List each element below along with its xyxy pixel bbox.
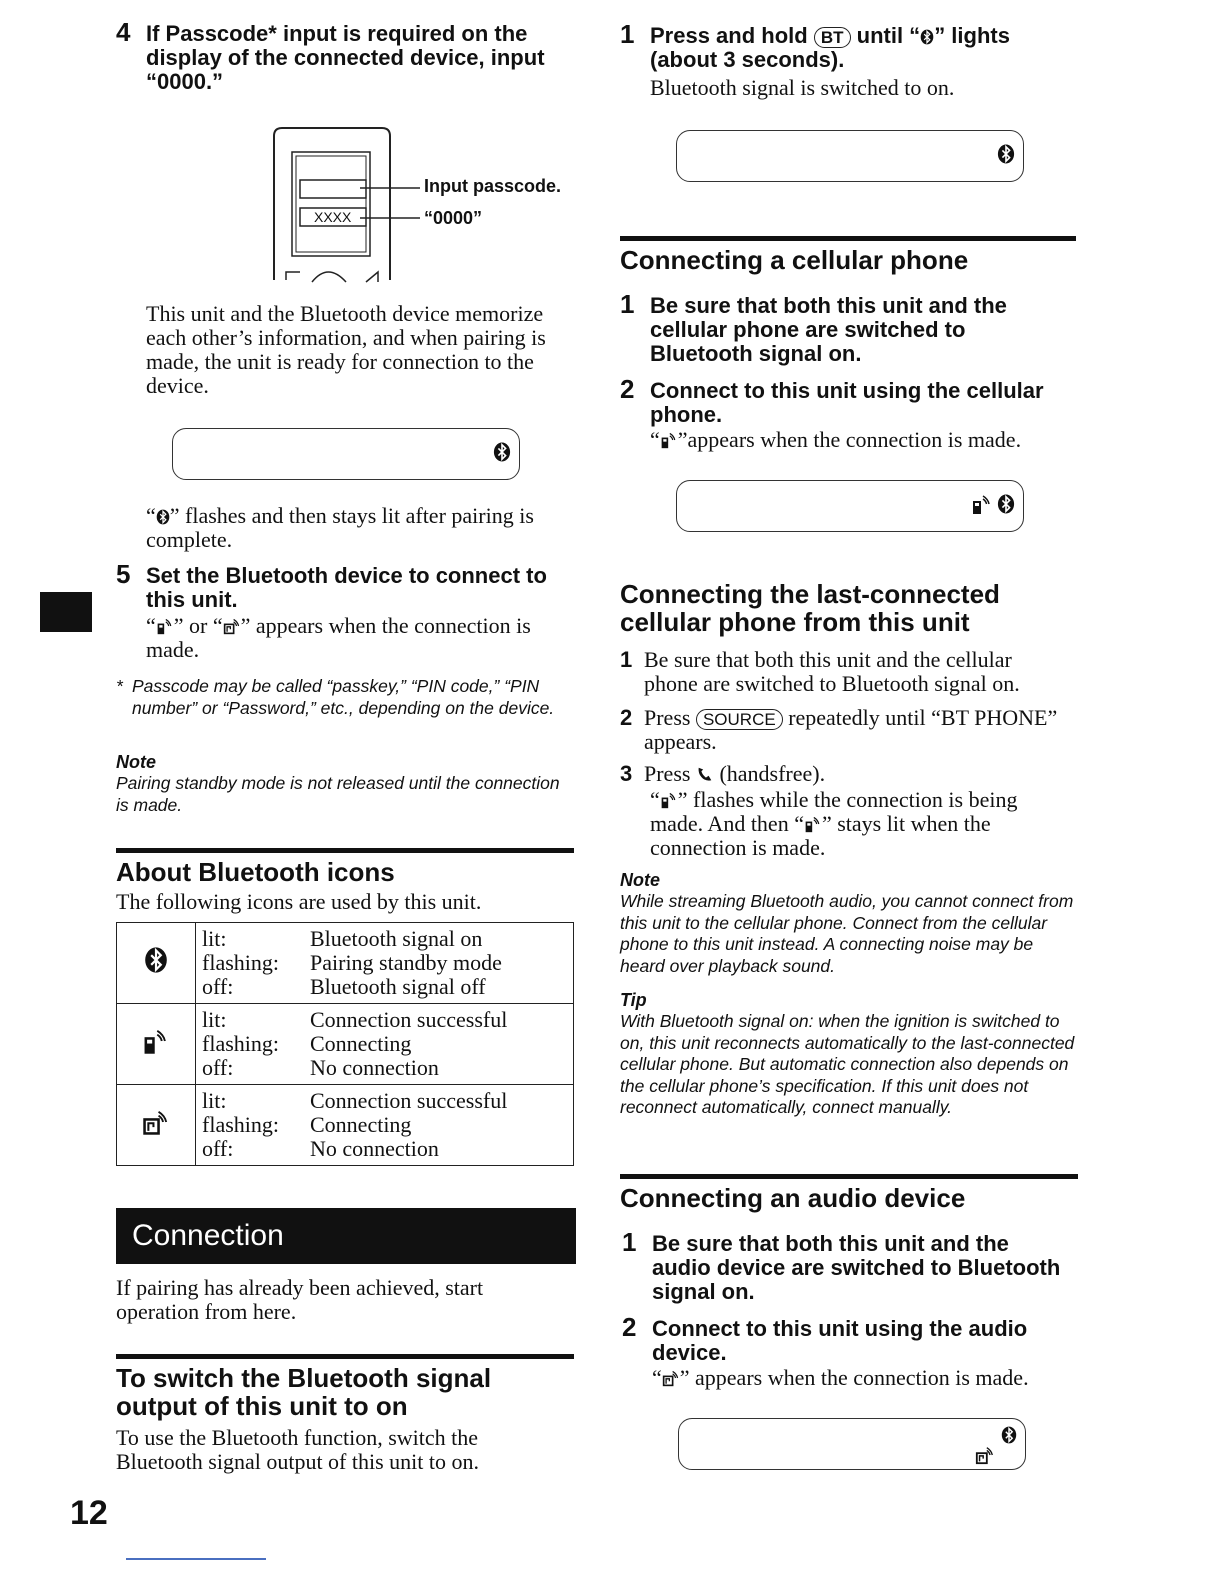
phone-connection-icon [660,431,678,449]
state-meaning: No connection [310,1055,439,1080]
step-number: 2 [622,1312,637,1342]
icon-cell [117,1085,196,1166]
press-hold-text: Press and hold [650,23,808,48]
cell-step-2-body [650,428,1021,452]
state-meaning: Connecting [310,1031,412,1056]
note-text: Pairing standby mode is not released until the connection is made. [116,773,560,815]
footnote-star: * [116,676,123,696]
item-text [644,706,1064,754]
bluetooth-icon [997,143,1015,165]
appears-text: ”appears when the connection is made. [677,427,1022,452]
status-cell [196,1004,574,1085]
table-row [117,1085,574,1166]
section-rule [116,1354,574,1359]
state-label: flashing: [202,1031,279,1056]
icon-cell [117,1004,196,1085]
state-meaning: No connection [310,1136,439,1161]
phone-connection-icon [971,493,993,515]
phone-illustration [270,126,580,286]
bluetooth-icon [1001,1425,1017,1445]
state-label: flashing: [202,1112,279,1137]
section-rule [116,848,574,853]
icons-table [116,922,574,1166]
right-note [620,870,1076,977]
tip-text: With Bluetooth signal on: when the ignition is switched to on, this unit reconnects automatically to the last-connected cellular phone. But automatic connection also depends on the cellular phone’s specification. If this unit does not reconnect automatically, connect manually. [620,1011,1075,1117]
table-row [117,923,574,1004]
lcd-display-audio-connected [678,1418,1026,1470]
cellular-heading: Connecting a cellular phone [620,245,969,275]
connection-intro: If pairing has already been achieved, start operation from here. [116,1275,484,1324]
step-number: 2 [620,374,635,404]
step-number: 1 [620,19,635,49]
phone-connection-icon [156,617,174,635]
page-number: 12 [70,1494,108,1532]
bt-button: BT [814,27,851,48]
last-item-3-body [650,788,1070,860]
section-rule [620,1174,1078,1179]
bluetooth-icon [144,946,168,974]
state-meaning: Connection successful [310,1088,508,1113]
step-number: 4 [116,17,131,47]
flashes-text: ” flashes while the connection is being made. And then “ [650,787,1018,836]
step-text [650,24,1080,72]
item-number: 2 [620,705,633,730]
note-text: While streaming Bluetooth audio, you cannot connect from this unit to the cellular phone. Connect from the cellular phone to this unit instead. A connecting noise may be heard over playback sound. [620,891,1074,976]
stays-lit-text: ” stays lit when the connection is made. [650,811,991,860]
repeat-text: repeatedly until “BT PHONE” appears. [644,705,1058,754]
last-item-2 [620,706,1080,762]
about-icons-heading: About Bluetooth icons [116,857,395,887]
quote-open: “ [146,613,156,638]
press-text: Press [644,761,691,786]
step-text: Connect to this unit using the audio device. [652,1316,1028,1365]
quote-open: “ [650,787,660,812]
input-passcode-label: Input passcode. [424,176,562,196]
audio-step-2-body [652,1366,1029,1390]
phone-connection-icon [142,1027,170,1055]
quote-open: “ [652,1365,662,1390]
state-label: lit: [202,1007,227,1032]
source-button: SOURCE [696,709,783,730]
switch-signal-heading: To switch the Bluetooth signal output of this unit to on [116,1363,492,1421]
step-text: Be sure that both this unit and the audio device are switched to Bluetooth signal on. [652,1231,1061,1304]
left-note [116,752,576,816]
signal-on-text: Bluetooth signal is switched to on. [650,75,955,100]
note-heading: Note [116,752,156,772]
step-text: Connect to this unit using the cellular phone. [650,378,1044,427]
phone-connection-icon [660,791,678,809]
state-meaning: Connecting [310,1112,412,1137]
until-text: until “ [856,23,921,48]
last-connected-heading: Connecting the last-connected cellular phone from this unit [620,579,1000,637]
state-label: lit: [202,926,227,951]
state-meaning: Bluetooth signal on [310,926,483,951]
passcode-figure [270,126,580,286]
audio-connection-icon [142,1108,170,1136]
audio-connection-icon [975,1445,995,1465]
or-text: ” or “ [173,613,223,638]
step-5-body [146,614,576,662]
appears-text: ” appears when the connection is made. [679,1365,1029,1390]
lcd-display-phone-connected [676,480,1024,532]
audio-connection-icon [223,617,241,635]
icon-cell [117,923,196,1004]
state-label: off: [202,1136,234,1161]
section-rule [620,236,1076,241]
step-number: 5 [116,559,131,589]
step-number: 1 [622,1227,637,1257]
press-text: Press [644,705,691,730]
state-meaning: Connection successful [310,1007,508,1032]
state-label: off: [202,974,234,999]
phone-connection-icon [804,815,822,833]
memorize-paragraph: This unit and the Bluetooth device memorize each other’s information, and when pairing is made, the unit is ready for connection to the device. [146,301,546,398]
bluetooth-icon [156,509,170,525]
about-icons-intro: The following icons are used by this unit. [116,889,482,914]
item-number: 1 [620,647,633,672]
state-label: off: [202,1055,234,1080]
step-text: If Passcode* input is required on the display of the connected device, input “0000.” [146,21,545,94]
status-cell [196,923,574,1004]
lights-text: ” lights (about 3 seconds). [650,23,1010,72]
section-tab-marker [40,592,92,632]
lcd-display-signal-on [676,130,1024,182]
audio-heading: Connecting an audio device [620,1183,966,1213]
handsfree-text: (handsfree). [719,761,826,786]
table-row [117,1004,574,1085]
connection-banner: Connection [116,1208,576,1264]
item-number: 3 [620,761,633,786]
state-label: lit: [202,1088,227,1113]
right-tip [620,990,1076,1119]
step-text: Be sure that both this unit and the cellular phone are switched to Bluetooth signal on. [650,293,1007,366]
switch-signal-text: To use the Bluetooth function, switch the Bluetooth signal output of this unit to on. [116,1425,479,1474]
state-meaning: Pairing standby mode [310,950,502,975]
state-meaning: Bluetooth signal off [310,974,486,999]
passcode-mask: XXXX [314,209,352,225]
status-cell [196,1085,574,1166]
item-text: Be sure that both this unit and the cellular phone are switched to Bluetooth signal on. [644,647,1020,696]
passcode-value-label: “0000” [424,208,483,228]
item-text [644,762,1064,786]
appears-text: ” appears when the connection is made. [146,613,531,662]
tip-heading: Tip [620,990,647,1010]
flash-text: ” flashes and then stays lit after pairing is complete. [146,503,534,552]
footnote [116,676,576,719]
flash-paragraph [146,504,576,552]
step-number: 1 [620,289,635,319]
step-text: Set the Bluetooth device to connect to this unit. [146,563,547,612]
last-item-1 [620,648,1080,704]
handsfree-icon [696,765,714,783]
bluetooth-icon [997,493,1015,515]
bluetooth-icon [493,441,511,463]
footnote-text: Passcode may be called “passkey,” “PIN code,” “PIN number” or “Password,” etc., depending on the device. [132,676,555,718]
quote-open: “ [650,427,660,452]
last-item-3 [620,762,1080,790]
bluetooth-icon [920,29,934,45]
lcd-display-paired [172,428,520,480]
state-label: flashing: [202,950,279,975]
quote-open: “ [146,503,156,528]
bottom-divider [126,1558,266,1560]
note-heading: Note [620,870,660,890]
audio-connection-icon [662,1369,680,1387]
